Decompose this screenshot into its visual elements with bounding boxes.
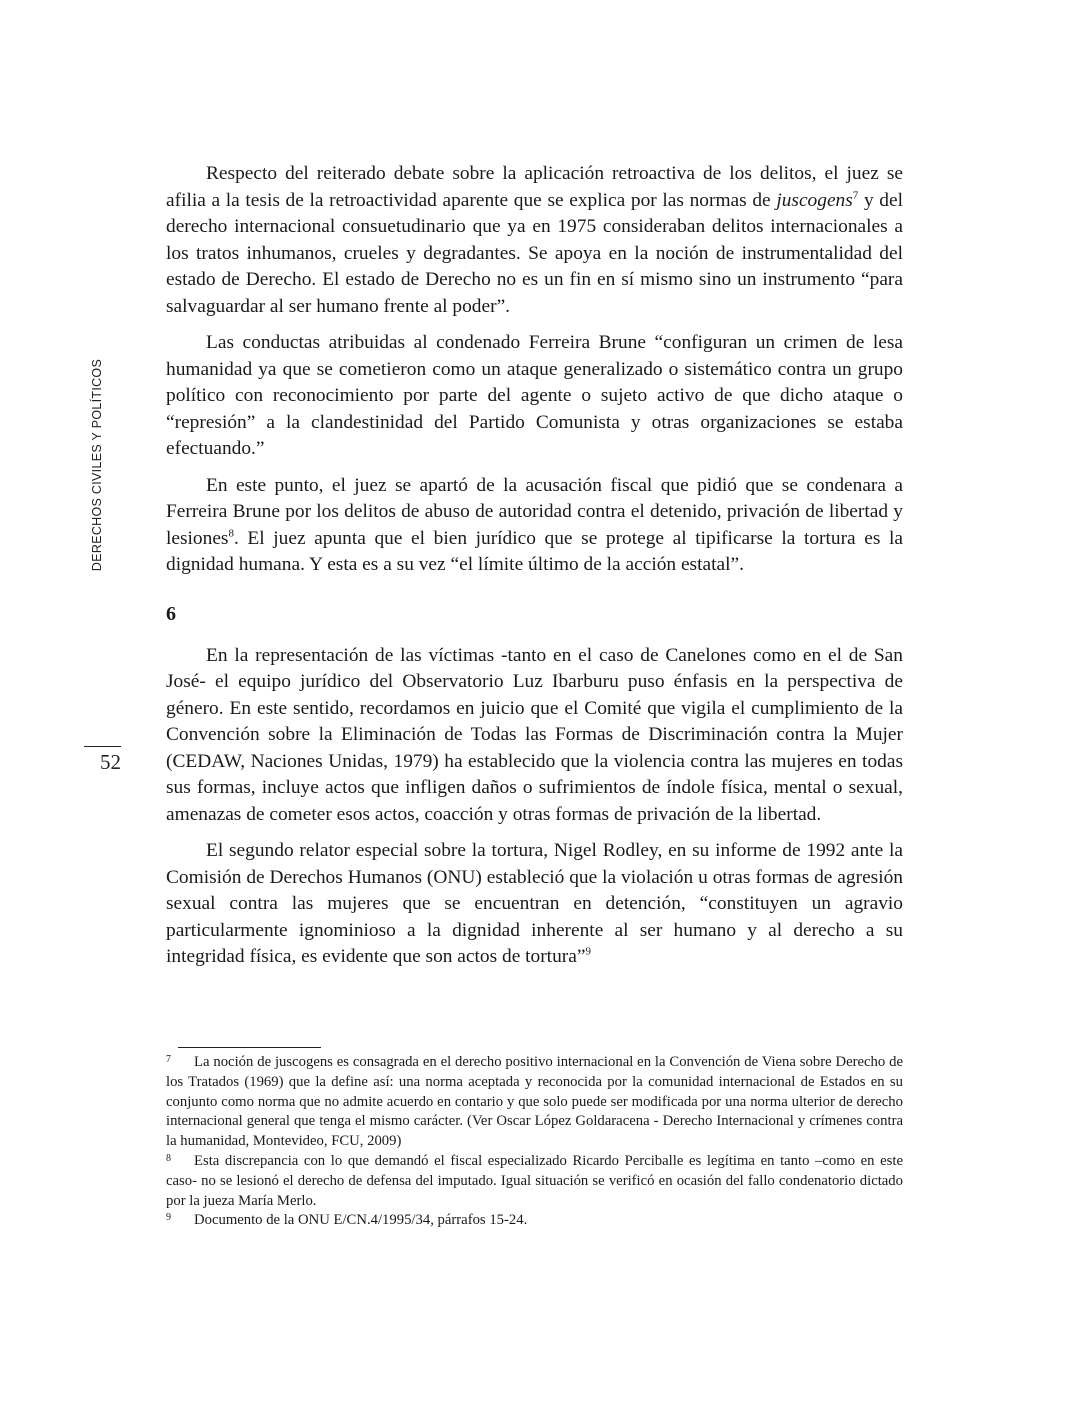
italic-term: juscogens [776,189,853,211]
footnote-number: 8 [166,1152,171,1164]
paragraph-text: En este punto, el juez se apartó de la acusación fiscal que pidió que se condenara a Ferreira Brune por los delitos de abuso de autoridad contra el detenido, privación de libertad y lesiones [166,474,903,549]
footnote-ref-7: 7 [852,189,859,202]
paragraph-text: Respecto del reiterado debate sobre la aplicación retroactiva de los delitos, el juez se afilia a la tesis de la retroactividad aparente que se explica por las normas de [166,163,903,211]
paragraph-retroactividad [166,161,903,320]
footnote-text: Esta discrepancia con lo que demandó el fiscal especializado Ricardo Perciballe es legítima en tanto –como en este caso- no se lesionó el derecho de defensa del imputado. Igual situación se verificó en ocasión del fallo condenatorio dictado por la jueza María Merlo. [166,1152,903,1209]
page-number: 52 [100,750,121,774]
paragraph-relator-especial [166,838,903,971]
running-section-title: DERECHOS CIVILES Y POLÍTICOS [90,358,104,572]
paragraph-acusacion-fiscal [166,473,903,579]
paragraph-text: . El juez apunta que el bien jurídico que se protege al tipificarse la tortura es la dignidad humana. Y esta es a su vez “el límite último de la acción estatal”. [166,527,903,575]
footnote-separator [178,1047,321,1048]
footnote-8 [166,1152,903,1211]
footnote-ref-9: 9 [585,945,591,958]
footnotes [166,1053,903,1231]
main-text [166,161,903,981]
footnote-number: 7 [166,1054,171,1065]
footnote-number: 9 [166,1212,171,1224]
footnote-text: Documento de la ONU E/CN.4/1995/34, párrafos 15-24. [194,1212,528,1229]
paragraph-conductas: Las conductas atribuidas al condenado Ferreira Brune “configuran un crimen de lesa humanidad ya que se cometieron como un ataque generalizado o sistemático contra un grupo político con reconocimiento por parte del agente o sujeto activo de que dicho ataque o “represión” a la clandestinidad del Partido Comunista y otras organizaciones se estaba efectuando.” [166,332,903,459]
footnote-ref-8: 8 [228,527,234,540]
page-number-rule [84,746,121,747]
footnote-text: La noción de juscogens es consagrada en el derecho positivo internacional en la Convención de Viena sobre Derecho de los Tratados (1969) que la define así: una norma aceptada y reconocida por la comunidad internacional de Estados en su conjunto como norma que no admite acuerdo en contario y que solo puede ser modificada por una norma ulterior de derecho internacional general que tenga el mismo carácter. (Ver Oscar López Goldaracena - Derecho Internacional y crímenes contra la humanidad, Montevideo, FCU, 2009) [166,1054,903,1150]
section-heading: 6 [166,602,176,625]
paragraph-text: y del derecho internacional consuetudinario que ya en 1975 consideraban delitos internacionales a los tratos inhumanos, crueles y degradantes. Se apoya en la noción de instrumentalidad del estado de Derecho. El estado de Derecho no es un fin en sí mismo sino un instrumento “para salvaguardar al ser humano frente al poder”. [166,189,903,317]
footnote-7 [166,1053,903,1152]
paragraph-perspectiva-genero: En la representación de las víctimas -tanto en el caso de Canelones como en el de San José- el equipo jurídico del Observatorio Luz Ibarburu puso énfasis en la perspectiva de género. En este sentido, recordamos en juicio que el Comité que vigila el cumplimiento de la Convención sobre la Eliminación de Todas las Formas de Discriminación contra la Mujer (CEDAW, Naciones Unidas, 1979) ha establecido que la violencia contra las mujeres en todas sus formas, incluye actos que infligen daños o sufrimientos de índole física, mental o sexual, amenazas de cometer esos actos, coacción y otras formas de privación de la libertad. [166,644,903,825]
paragraph-text: El segundo relator especial sobre la tortura, Nigel Rodley, en su informe de 1992 ante la Comisión de Derechos Humanos (ONU) estableció que la violación u otras formas de agresión sexual contra las mujeres que se encuentran en detención, “constituyen un agravio particularmente ignominioso a la dignidad inherente al ser humano y al derecho a su integridad física, es evidente que son actos de tortura” [166,840,903,967]
footnote-9 [166,1211,903,1231]
